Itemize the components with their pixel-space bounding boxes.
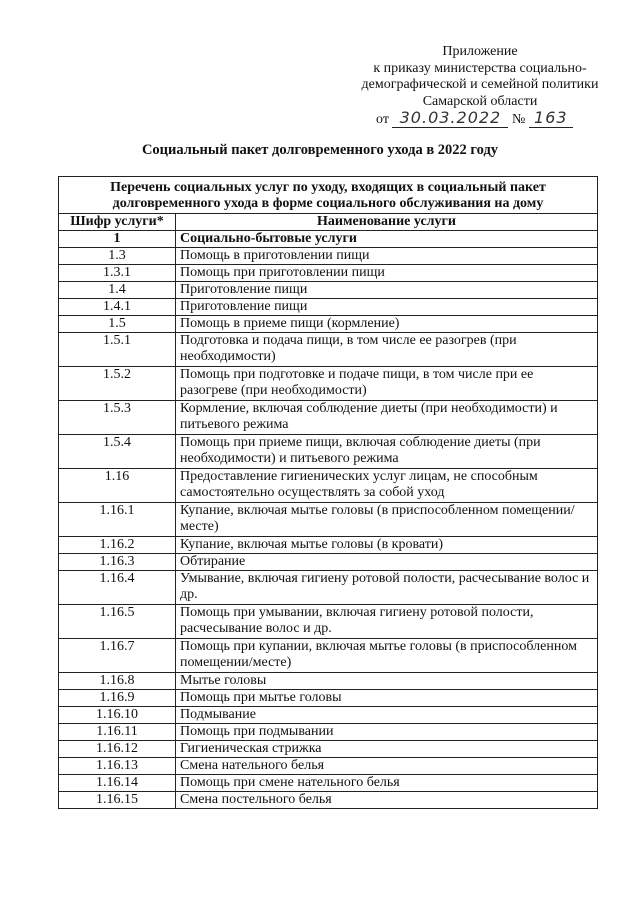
table-row xyxy=(59,231,598,248)
service-name: Обтирание xyxy=(176,554,598,571)
table-row xyxy=(59,299,598,316)
document-title: Социальный пакет долговременного ухода в 2022 году xyxy=(141,142,499,158)
service-name: Помощь при умывании, включая гигиену ротовой полости, расчесывание волос и др. xyxy=(176,605,598,639)
service-code: 1.16.3 xyxy=(59,554,176,571)
service-code: 1.3.1 xyxy=(59,265,176,282)
service-name: Помощь при мытье головы xyxy=(176,690,598,707)
service-code: 1.4 xyxy=(59,282,176,299)
service-code: 1.16.12 xyxy=(59,741,176,758)
service-name: Приготовление пищи xyxy=(176,282,598,299)
order-date-field xyxy=(392,110,508,128)
service-code: 1.16.14 xyxy=(59,775,176,792)
service-name: Купание, включая мытье головы (в приспособленном помещении/месте) xyxy=(176,503,598,537)
service-code: 1.16.9 xyxy=(59,690,176,707)
table-row xyxy=(59,265,598,282)
service-code: 1.5.3 xyxy=(59,401,176,435)
order-reference xyxy=(376,110,573,128)
service-code: 1 xyxy=(59,231,176,248)
service-code: 1.16.4 xyxy=(59,571,176,605)
service-code: 1.16.2 xyxy=(59,537,176,554)
table-row xyxy=(59,605,598,639)
column-header-code: Шифр услуги* xyxy=(59,214,176,231)
table-row xyxy=(59,401,598,435)
order-number-field xyxy=(529,110,573,128)
service-name: Подмывание xyxy=(176,707,598,724)
services-table xyxy=(58,176,598,809)
appendix-line: Приложение xyxy=(442,44,518,59)
service-name: Помощь при приеме пищи, включая соблюдение диеты (при необходимости) и питьевого режима xyxy=(176,435,598,469)
table-row xyxy=(59,469,598,503)
service-name: Помощь в приготовлении пищи xyxy=(176,248,598,265)
service-name: Купание, включая мытье головы (в кровати) xyxy=(176,537,598,554)
order-number-label: № xyxy=(511,112,526,127)
service-name: Помощь при приготовлении пищи xyxy=(176,265,598,282)
service-code: 1.4.1 xyxy=(59,299,176,316)
appendix-line: демографической и семейной политики xyxy=(361,77,599,92)
table-caption: Перечень социальных услуг по уходу, входящих в социальный пакет долговременного ухода в форме социального обслуживания на дому xyxy=(59,177,598,214)
service-code: 1.16.15 xyxy=(59,792,176,809)
order-date: 30.03.2022 xyxy=(399,108,502,127)
service-code: 1.16.10 xyxy=(59,707,176,724)
service-code: 1.16 xyxy=(59,469,176,503)
column-header-name: Наименование услуги xyxy=(176,214,598,231)
table-row xyxy=(59,775,598,792)
table-row xyxy=(59,282,598,299)
table-row xyxy=(59,537,598,554)
service-code: 1.16.7 xyxy=(59,639,176,673)
table-row xyxy=(59,571,598,605)
service-name: Смена нательного белья xyxy=(176,758,598,775)
service-code: 1.16.5 xyxy=(59,605,176,639)
table-caption-row xyxy=(59,177,598,214)
service-name: Умывание, включая гигиену ротовой полости, расчесывание волос и др. xyxy=(176,571,598,605)
service-name: Мытье головы xyxy=(176,673,598,690)
table-row xyxy=(59,792,598,809)
service-name: Приготовление пищи xyxy=(176,299,598,316)
service-name: Помощь при смене нательного белья xyxy=(176,775,598,792)
order-prefix: от xyxy=(376,112,389,127)
service-name: Предоставление гигиенических услуг лицам, не способным самостоятельно осуществлять за собой уход xyxy=(176,469,598,503)
table-row xyxy=(59,707,598,724)
table-row xyxy=(59,554,598,571)
table-row xyxy=(59,367,598,401)
table-row xyxy=(59,741,598,758)
service-name: Социально-бытовые услуги xyxy=(176,231,598,248)
service-code: 1.16.13 xyxy=(59,758,176,775)
service-code: 1.5.2 xyxy=(59,367,176,401)
table-row xyxy=(59,724,598,741)
service-name: Кормление, включая соблюдение диеты (при необходимости) и питьевого режима xyxy=(176,401,598,435)
service-code: 1.16.11 xyxy=(59,724,176,741)
service-name: Помощь при подмывании xyxy=(176,724,598,741)
service-code: 1.3 xyxy=(59,248,176,265)
table-row xyxy=(59,435,598,469)
service-name: Помощь в приеме пищи (кормление) xyxy=(176,316,598,333)
table-row xyxy=(59,690,598,707)
table-row xyxy=(59,248,598,265)
table-row xyxy=(59,503,598,537)
appendix-header xyxy=(340,44,620,110)
table-row xyxy=(59,333,598,367)
service-code: 1.16.1 xyxy=(59,503,176,537)
service-code: 1.5 xyxy=(59,316,176,333)
service-name: Смена постельного белья xyxy=(176,792,598,809)
service-code: 1.5.4 xyxy=(59,435,176,469)
appendix-line: Самарской области xyxy=(422,93,538,109)
table-row xyxy=(59,316,598,333)
appendix-line: к приказу министерства социально- xyxy=(373,60,587,76)
table-row xyxy=(59,639,598,673)
table-row xyxy=(59,673,598,690)
order-number: 163 xyxy=(534,108,568,127)
service-code: 1.16.8 xyxy=(59,673,176,690)
service-code: 1.5.1 xyxy=(59,333,176,367)
table-header-row xyxy=(59,214,598,231)
service-name: Гигиеническая стрижка xyxy=(176,741,598,758)
service-name: Помощь при купании, включая мытье головы (в приспособленном помещении/месте) xyxy=(176,639,598,673)
service-name: Помощь при подготовке и подаче пищи, в том числе при ее разогреве (при необходимости) xyxy=(176,367,598,401)
table-row xyxy=(59,758,598,775)
service-name: Подготовка и подача пищи, в том числе ее разогрев (при необходимости) xyxy=(176,333,598,367)
